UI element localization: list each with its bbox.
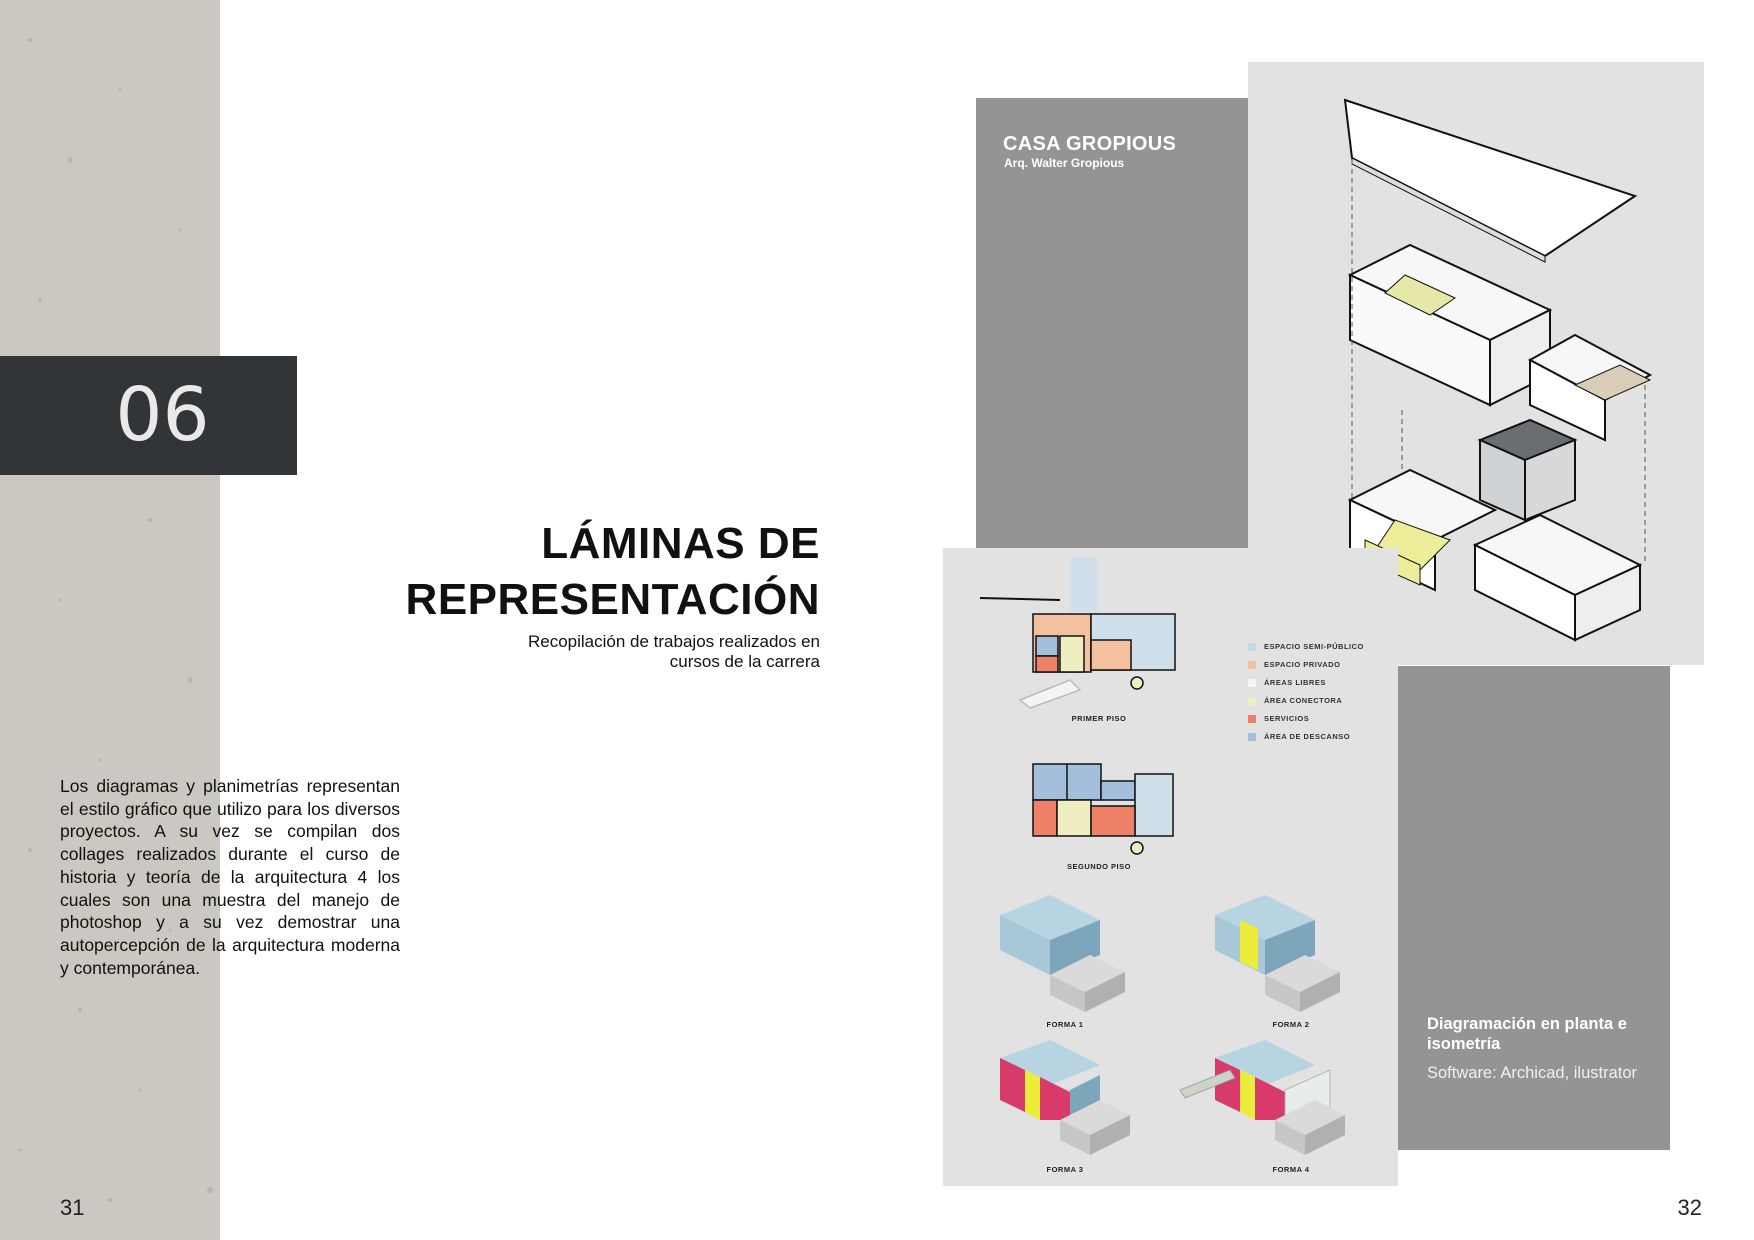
title-line-2: REPRESENTACIÓN [405,575,820,624]
caption-form-1: FORMA 1 [1046,1020,1084,1029]
page-number-left: 31 [60,1195,85,1220]
legend-item: ESPACIO PRIVADO [1248,660,1340,674]
legend-item: SERVICIOS [1248,714,1309,728]
legend-item: ÁREA CONECTORA [1248,696,1342,710]
caption-form-4: FORMA 4 [1272,1165,1310,1174]
legend-item: ESPACIO SEMI-PÚBLICO [1248,642,1364,656]
section-number: 06 [115,372,210,458]
page-number-right: 32 [1677,1195,1702,1220]
legend-item: ÁREA DE DESCANSO [1248,732,1350,746]
body-paragraph: Los diagramas y planimetrías representan el estilo gráfico que utilizo para los diversos proyectos. A su vez se compilan dos collages realizados durante el curso de historia y teoría de la arquitectura 4 los cuales son una muestra del manejo de photoshop y a su vez demostrar una autopercepción de la arquitectura moderna y contemporánea. [60,776,400,978]
legend-item: ÁREAS LIBRES [1248,678,1326,692]
title-line-1: LÁMINAS DE [541,519,820,568]
caption-second-floor: SEGUNDO PISO [1067,862,1131,871]
project-title: CASA GROPIOUS [1003,133,1177,155]
description-title: Diagramación en planta e isometría [1427,1015,1627,1053]
subtitle-line-1: Recopilación de trabajos realizados en [527,632,820,651]
project-architect: Arq. Walter Gropious [1004,156,1125,170]
caption-form-2: FORMA 2 [1272,1020,1310,1029]
subtitle-line-2: cursos de la carrera [669,652,820,671]
caption-form-3: FORMA 3 [1046,1165,1084,1174]
description-software: Software: Archicad, ilustrator [1427,1064,1638,1082]
caption-first-floor: PRIMER PISO [1071,714,1127,723]
